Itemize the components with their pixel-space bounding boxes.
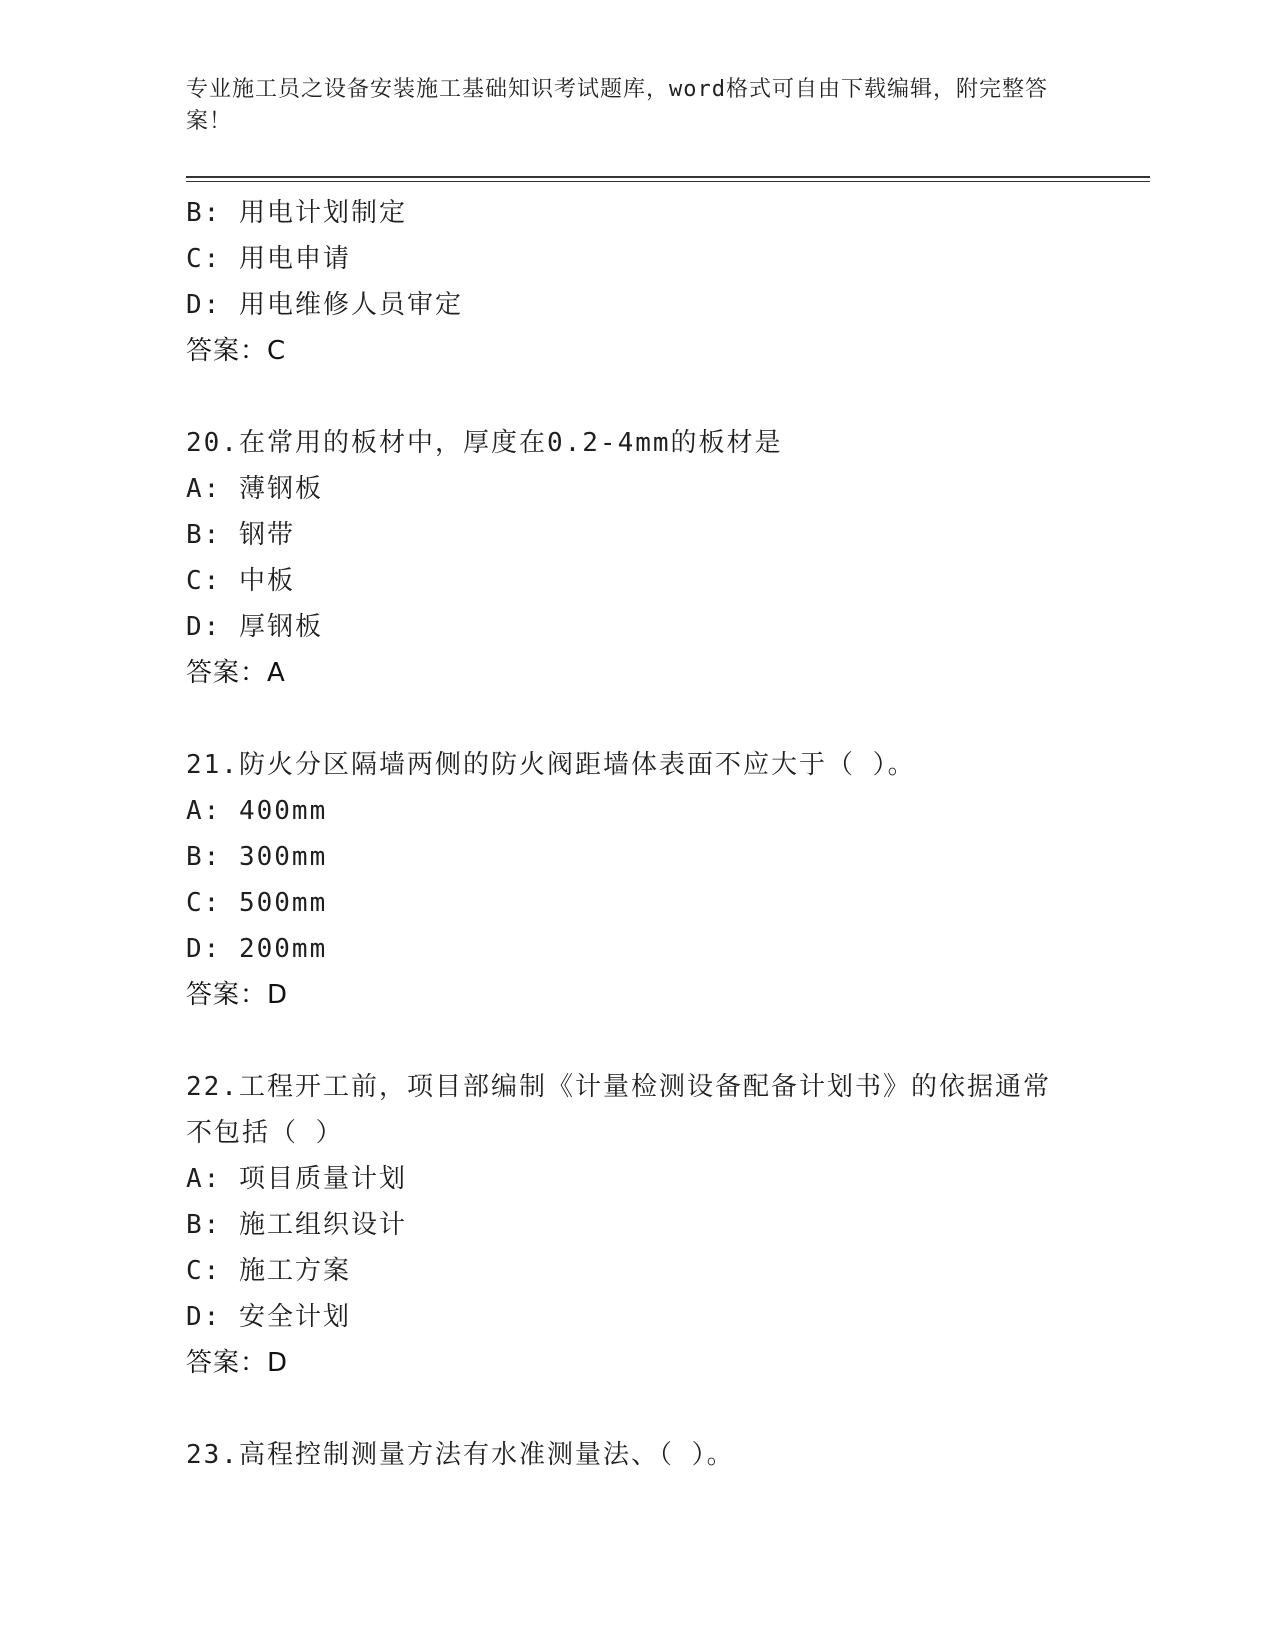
option-item: B: 用电计划制定: [186, 198, 407, 228]
option-item: D: 用电维修人员审定: [186, 290, 463, 320]
document-header: 专业施工员之设备安装施工基础知识考试题库，word格式可自由下载编辑，附完整答案！: [186, 77, 1048, 134]
option-item: B: 钢带: [186, 520, 295, 550]
question-block-continued: [186, 190, 1086, 374]
question-stem: 21.防火分区隔墙两侧的防火阀距墙体表面不应大于（ ）。: [186, 750, 916, 780]
question-stem: 20.在常用的板材中，厚度在0.2-4mm的板材是: [186, 428, 783, 458]
option-item: C: 500mm: [186, 888, 328, 918]
option-item: D: 厚钢板: [186, 612, 323, 642]
option-item: B: 300mm: [186, 842, 328, 872]
spacer: [186, 1386, 1086, 1432]
option-item: A: 薄钢板: [186, 474, 323, 504]
option-item: B: 施工组织设计: [186, 1210, 407, 1240]
header-divider: [186, 176, 1150, 178]
option-item: A: 项目质量计划: [186, 1164, 407, 1194]
spacer: [186, 696, 1086, 742]
option-item: A: 400mm: [186, 796, 328, 826]
option-item: D: 200mm: [186, 934, 328, 964]
answer-line: 答案：C: [186, 336, 287, 366]
question-block: [186, 420, 1086, 696]
spacer: [186, 374, 1086, 420]
question-block: [186, 1432, 1086, 1478]
header-divider-thin: [186, 181, 1150, 182]
spacer: [186, 1018, 1086, 1064]
question-block: [186, 1064, 1086, 1386]
option-item: C: 施工方案: [186, 1256, 351, 1286]
question-list: [186, 190, 1086, 1478]
question-stem: 23.高程控制测量方法有水准测量法、（ ）。: [186, 1440, 735, 1470]
option-item: C: 中板: [186, 566, 295, 596]
answer-line: 答案：A: [186, 658, 286, 688]
option-item: D: 安全计划: [186, 1302, 351, 1332]
answer-line: 答案：D: [186, 1348, 289, 1378]
question-block: [186, 742, 1086, 1018]
option-item: C: 用电申请: [186, 244, 351, 274]
answer-line: 答案：D: [186, 980, 289, 1010]
question-stem: 22.工程开工前，项目部编制《计量检测设备配备计划书》的依据通常不包括（ ）: [186, 1072, 1051, 1148]
